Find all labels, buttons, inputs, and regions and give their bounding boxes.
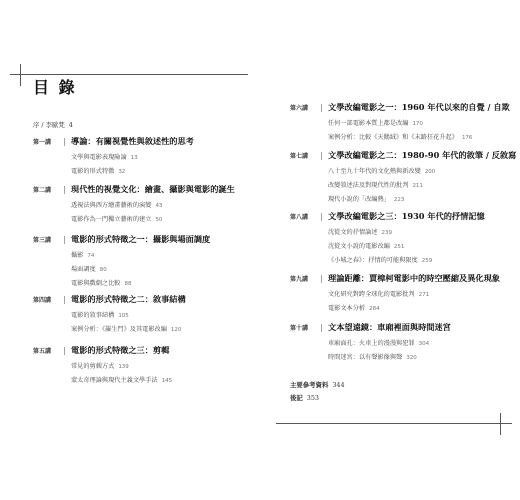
section-item[interactable]: 攝影 74	[71, 252, 95, 259]
chapter-entry-4[interactable]	[33, 294, 248, 333]
separator-bar: |	[320, 323, 323, 332]
section-item[interactable]: 八十至九十年代的文化熱與新改變 200	[328, 168, 436, 175]
separator-bar: |	[320, 212, 323, 221]
chapter-title: 電影的形式特徵之一：攝影與場面調度	[71, 234, 211, 244]
section-item[interactable]: 任何一部電影本質上都是改編 170	[328, 120, 423, 127]
preface-entry[interactable]	[33, 112, 248, 131]
section-item[interactable]: 電影的形式特徵 32	[71, 168, 126, 175]
section-item[interactable]: 案例分析：比較《天鵝絨》和《末路狂花升起》 176	[328, 134, 473, 141]
section-item[interactable]: 車廂面孔：火車上的漫漫與犯罪 304	[328, 340, 430, 347]
chapter-title: 文學改編電影之三：1930 年代的抒情記憶	[328, 211, 485, 221]
chapter-number: 第六講	[290, 105, 309, 112]
chapter-entry-7[interactable]	[290, 150, 517, 203]
chapter-entry-8[interactable]	[290, 211, 510, 264]
chapter-title: 文學改編電影之二：1980-90 年代的敘筆 / 反敘寫	[328, 150, 517, 160]
section-item[interactable]: 電影文本分析 284	[328, 305, 380, 312]
chapter-title: 電影的形式特徵之三：剪輯	[71, 345, 170, 355]
chapter-title: 電影的形式特徵之二：敘事結構	[71, 294, 186, 304]
section-item[interactable]: 時間迷宮：以有聲影像與聲 320	[328, 354, 417, 361]
separator-bar: |	[320, 274, 323, 283]
chapter-number: 第一講	[33, 139, 52, 146]
section-item[interactable]: 透視法與西方繪畫藝術的演變 43	[71, 202, 163, 209]
section-item[interactable]: 改變敘述法及對現代性的批判 211	[328, 182, 423, 189]
separator-bar: |	[63, 185, 66, 194]
back-matter-afterword[interactable]	[290, 385, 510, 404]
chapter-title: 文學改編電影之一：1960 年代以來的自覺 / 自欺	[328, 102, 510, 112]
section-item[interactable]: 場面調度 80	[71, 266, 107, 273]
preface-label: 序 / 李歐梵	[33, 121, 65, 129]
chapter-number: 第七講	[290, 153, 309, 160]
section-item[interactable]: 文學與電影表現險論 13	[71, 154, 138, 161]
section-item[interactable]: 蒙太奇理論與現代主義文學手法 145	[71, 377, 173, 384]
crop-mark-top-left	[20, 64, 21, 86]
section-item[interactable]: 現代小說的「改編熱」 223	[328, 196, 405, 203]
section-item[interactable]: 常見的剪輯方式 139	[71, 363, 129, 370]
trim-line-bottom-right	[276, 423, 512, 424]
section-item[interactable]: 電影與戲劇之比較 88	[71, 280, 132, 287]
chapter-entry-3[interactable]	[33, 234, 248, 287]
toc-title: 目 錄	[33, 78, 77, 97]
separator-bar: |	[63, 346, 66, 355]
chapter-number: 第五講	[33, 348, 52, 355]
separator-bar: |	[320, 103, 323, 112]
back-matter-label: 後記	[290, 394, 303, 402]
chapter-number: 第二講	[33, 187, 52, 194]
section-item[interactable]: 沈從文小說的電影改編 251	[328, 243, 405, 250]
separator-bar: |	[320, 151, 323, 160]
section-item[interactable]: 《小城之春》：抒情的可能與限度 259	[328, 257, 433, 264]
chapter-entry-10[interactable]	[290, 322, 510, 361]
back-matter-page: 353	[306, 394, 319, 402]
chapter-title: 導論：有關視覺性與敘述性的思考	[71, 136, 194, 146]
chapter-number: 第三講	[33, 237, 52, 244]
chapter-title: 現代性的視覺文化：繪畫、攝影與電影的誕生	[71, 184, 235, 194]
section-item[interactable]: 文化研究對跨全球化的電影批判 271	[328, 291, 430, 298]
section-item[interactable]: 案例分析：《羅生門》及其電影改編 120	[71, 326, 182, 333]
crop-mark-bottom-right	[500, 413, 501, 435]
back-matter-label: 主要參考資料	[290, 381, 329, 389]
section-item[interactable]: 電影作為一門獨立藝術的建立 50	[71, 216, 163, 223]
chapter-entry-2[interactable]	[33, 184, 248, 223]
chapter-entry-9[interactable]	[290, 273, 510, 312]
chapter-title: 理論距離：賈樟柯電影中的時空壓縮及異化現象	[328, 273, 500, 283]
chapter-number: 第八講	[290, 214, 309, 221]
chapter-number: 第九講	[290, 276, 309, 283]
section-item[interactable]: 電影的敘事結構 105	[71, 312, 129, 319]
chapter-title: 文本望遠鏡：車廂裡面與時間迷宮	[328, 322, 451, 332]
chapter-entry-1[interactable]	[33, 136, 248, 175]
chapter-number: 第十講	[290, 325, 309, 332]
separator-bar: |	[63, 295, 66, 304]
separator-bar: |	[63, 235, 66, 244]
chapter-number: 第四講	[33, 297, 52, 304]
section-item[interactable]: 沈從文的抒情論述 239	[328, 229, 392, 236]
chapter-entry-6[interactable]	[290, 102, 510, 141]
separator-bar: |	[63, 137, 66, 146]
preface-page: 4	[68, 121, 73, 129]
chapter-entry-5[interactable]	[33, 345, 248, 384]
back-matter-page: 344	[332, 381, 345, 389]
